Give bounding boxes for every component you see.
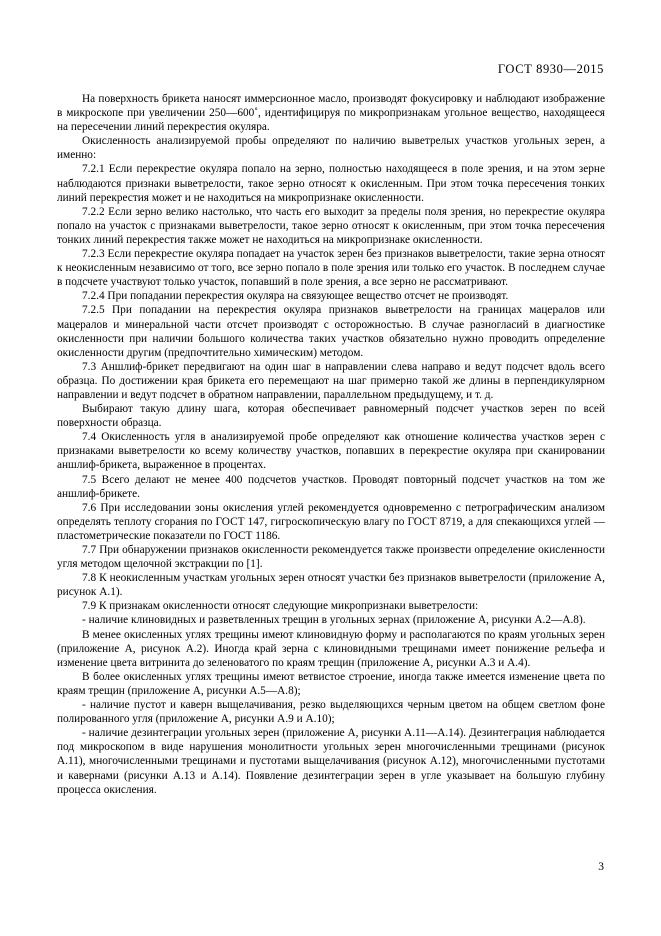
- paragraph: В более окисленных углях трещины имеют ветвистое строение, иногда также имеется изменение цвета по краям трещин (приложение А, рисунки А.5—А.8);: [57, 670, 605, 697]
- paragraph: В менее окисленных углях трещины имеют клиновидную форму и располагаются по краям угольных зерен (приложение А, рисунок А.2). Иногда край зерна с клиновидными трещинами имеет понижение рельефа и изменение цвета витринита до зеленоватого по краям трещин (приложение А, рисунки А.3 и А.4).: [57, 628, 605, 669]
- document-body: [57, 92, 605, 797]
- clause-7-5: 7.5 Всего делают не менее 400 подсчетов участков. Проводят повторный подсчет участков на том же аншлиф-брикете.: [57, 473, 605, 500]
- paragraph: Выбирают такую длину шага, которая обеспечивает равномерный подсчет участков зерен по всей поверхности образца.: [57, 403, 605, 430]
- page-number: 3: [598, 861, 604, 873]
- clause-7-7: 7.7 При обнаружении признаков окисленности рекомендуется также произвести определение окисленности угля методом щелочной экстракции по [1].: [57, 544, 605, 571]
- list-item: - наличие пустот и каверн выщелачивания, резко выделяющихся черным цветом на общем светлом фоне полированного угля (приложение А, рисунки А.9 и А.10);: [57, 699, 605, 726]
- page-header: ГОСТ 8930—2015: [497, 62, 604, 76]
- list-item: - наличие дезинтеграции угольных зерен (приложение А, рисунки А.11—А.14). Дезинтеграция наблюдается под микроскопом в виде нарушения монолитности угольных зерен многочисленными трещинами (рисунок А.11), многочисленными трещинами и пустотами выщелачивания (рисунок А.12), многочисленными пустотами и кавернами (рисунки А.13 и А.14). Появление дезинтеграции зерен в угле указывает на большую глубину процесса окисления.: [57, 727, 605, 796]
- clause-7-4: 7.4 Окисленность угля в анализируемой пробе определяют как отношение количества участков зерен с признаками выветрелости ко всему количеству участков, попавших в перекрестие окуляра при сканировании аншлиф-брикета, выраженное в процентах.: [57, 431, 605, 472]
- clause-7-2-1: 7.2.1 Если перекрестие окуляра попало на зерно, полностью находящееся в поле зрения, и на этом зерне наблюдаются признаки выветрелости, такое зерно относят к окисленным. При этом точка пересечения тонких линий перекрестия может и не находиться на микропризнаке окисленности.: [57, 163, 605, 204]
- clause-7-2-3: 7.2.3 Если перекрестие окуляра попадает на участок зерен без признаков выветрелости, такие зерна относят к неокисленным независимо от того, все зерно попало в поле зрения или только его участок. В последнем случае в подсчете участвуют только участок, попавший в поле зрения, а все зерно не рассматривают.: [57, 248, 605, 289]
- list-item: - наличие клиновидных и разветвленных трещин в угольных зернах (приложение А, рисунки А.2—А.8).: [82, 614, 586, 627]
- clause-7-2-2: 7.2.2 Если зерно велико настолько, что часть его выходит за пределы поля зрения, но перекрестие окуляра попало на участок с признаками выветрелости, такое зерно относят к окисленным, при этом точка пересечения тонких линий перекрестия также может не находиться на микропризнаке окисленности.: [57, 205, 605, 246]
- clause-7-8: 7.8 К неокисленным участкам угольных зерен относят участки без признаков выветрелости (приложение А, рисунок А.1).: [57, 572, 605, 599]
- paragraph: Окисленность анализируемой пробы определяют по наличию выветрелых участков угольных зерен, а именно:: [57, 135, 605, 162]
- clause-7-3: 7.3 Аншлиф-брикет передвигают на один шаг в направлении слева направо и ведут подсчет вдоль всего образца. По достижении края брикета его перемещают на шаг примерно такой же длины в перпендикулярном направлении и ведут подсчет в обратном направлении, параллельном предыдущему, и т. д.: [57, 360, 605, 401]
- clause-7-2-4: 7.2.4 При попадании перекрестия окуляра на связующее вещество отсчет не производят.: [82, 290, 509, 303]
- clause-7-2-5: 7.2.5 При попадании на перекрестия окуляра признаков выветрелости на границах мацералов или мацералов и минеральной части отсчет производят с осторожностью. В случае разногласий в диагностике окисленности при наличии большого количества таких участков обязательно нужно проводить определение окисленности другим (предпочтительно химическим) методом.: [57, 304, 605, 359]
- paragraph: На поверхность брикета наносят иммерсионное масло, производят фокусировку и наблюдают изображение в микроскопе при увеличении 250—600˚, идентифицируя по микропризнакам угольное вещество, находящееся на пересечении линий перекрестия окуляра.: [57, 93, 605, 134]
- clause-7-6: 7.6 При исследовании зоны окисления углей рекомендуется одновременно с петрографическим анализом определять теплоту сгорания по ГОСТ 147, гигроскопическую влагу по ГОСТ 8719, а для спекающихся углей — пластометрические показатели по ГОСТ 1186.: [57, 501, 605, 542]
- clause-7-9: 7.9 К признакам окисленности относят следующие микропризнаки выветрелости:: [82, 600, 479, 613]
